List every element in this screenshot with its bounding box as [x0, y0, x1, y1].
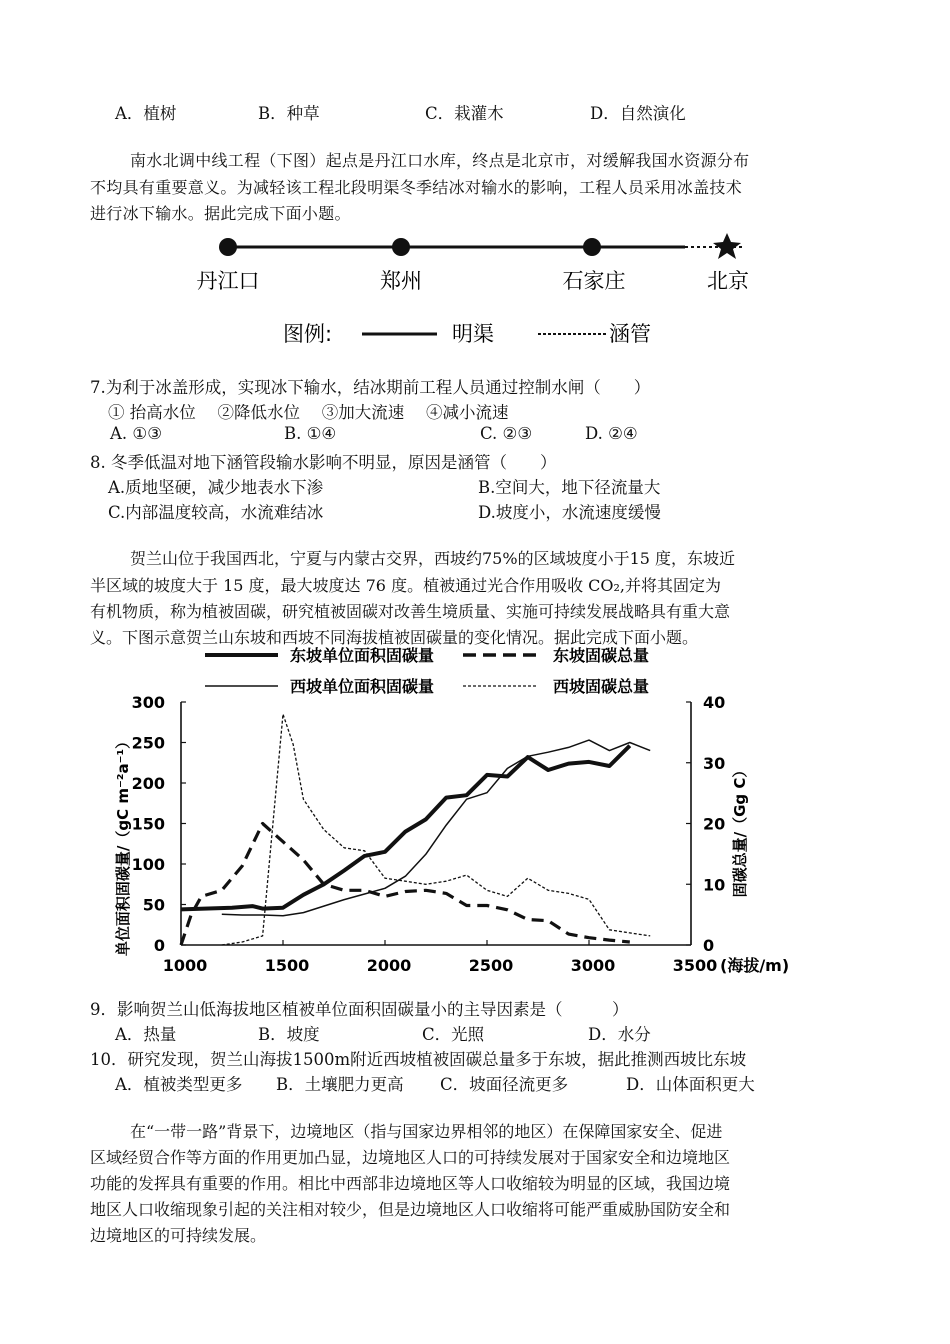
y-left-tick-label: 300: [131, 693, 165, 712]
q10-stem: 10．研究发现，贺兰山海拔1500m附近西坡植被固碳总量多于东坡，据此推测西坡比东坡: [90, 1050, 747, 1069]
legend-culvert: 涵管: [609, 322, 651, 346]
legend-title: 图例:: [283, 322, 333, 346]
x-tick-label: 2500: [468, 956, 514, 975]
q8-stem: 8. 冬季低温对地下涵管段输水影响不明显，原因是涵管（ ）: [90, 453, 557, 472]
station-label: 丹江口: [196, 269, 260, 293]
x-tick-label: 2000: [366, 956, 412, 975]
station-shijiazhuang-marker: [583, 238, 601, 256]
legend-entry: 东坡单位面积固碳量: [290, 646, 435, 665]
passage1-line-1: 南水北调中线工程（下图）起点是丹江口水库，终点是北京市，对缓解我国水资源分布: [130, 151, 750, 170]
q7-items: ① 抬高水位 ②降低水位 ③加大流速 ④减小流速: [108, 403, 509, 422]
passage3-line-5: 边境地区的可持续发展。: [90, 1226, 267, 1245]
q7-option-a: A. ①③: [110, 424, 162, 443]
q6-option-b: B．种草: [258, 104, 320, 123]
q7-option-b: B. ①④: [284, 424, 337, 443]
q8-option-a: A.质地坚硬，减少地表水下渗: [108, 478, 324, 497]
q9-option-a: A．热量: [115, 1025, 177, 1044]
passage3-line-4: 地区人口收缩现象引起的关注相对较少，但是边境地区人口收缩将可能严重威胁国防安全和: [90, 1200, 731, 1219]
q8-option-b: B.空间大，地下径流量大: [478, 478, 661, 497]
series-line-1: [181, 746, 630, 910]
passage3-line-2: 区域经贸合作等方面的作用更加凸显，边境地区人口的可持续发展对于国家安全和边境地区: [90, 1148, 731, 1167]
legend-entry: 东坡固碳总量: [553, 646, 650, 665]
passage2-line-3: 有机物质，称为植被固碳，研究植被固碳对改善生境质量、实施可持续发展战略具有重大意: [90, 602, 731, 621]
y-left-tick-label: 250: [131, 733, 165, 753]
q10-option-b: B．土壤肥力更高: [276, 1075, 404, 1094]
q9-option-c: C．光照: [422, 1025, 485, 1044]
y-left-tick-label: 150: [131, 814, 165, 834]
y-right-tick-label: 0: [703, 936, 715, 955]
passage3-line-1: 在“一带一路”背景下，边境地区（指与国家边界相邻的地区）在保障国家安全、促进: [130, 1122, 723, 1141]
x-tick-label: 3000: [570, 956, 616, 975]
q7-option-d: D. ②④: [585, 424, 638, 443]
legend-entry: 西坡单位面积固碳量: [290, 677, 435, 696]
x-axis-label: (海拔/m): [720, 956, 790, 975]
series-line-3: [222, 740, 650, 916]
q9-option-d: D．水分: [588, 1025, 651, 1044]
q6-option-d: D．自然演化: [590, 104, 686, 123]
y-left-tick-label: 50: [142, 895, 165, 915]
q7-option-c: C. ②③: [480, 424, 533, 443]
y-right-tick-label: 40: [703, 693, 726, 712]
passage2-line-4: 义。下图示意贺兰山东坡和西坡不同海拔植被固碳量的变化情况。据此完成下面小题。: [90, 628, 699, 647]
q7-stem: 7.为利于冰盖形成，实现冰下输水，结冰期前工程人员通过控制水闸（ ）: [90, 378, 651, 397]
passage2-line-1: 贺兰山位于我国西北，宁夏与内蒙古交界，西坡约75%的区域坡度小于15 度，东坡近: [130, 549, 736, 568]
y-right-tick-label: 10: [703, 875, 726, 895]
passage3-line-3: 功能的发挥具有重要的作用。相比中西部非边境地区等人口收缩较为明显的区域，我国边境: [90, 1174, 731, 1193]
station-danjiangkou-marker: [219, 238, 237, 256]
q9-stem: 9．影响贺兰山低海拔地区植被单位面积固碳量小的主导因素是（ ）: [90, 1000, 629, 1019]
x-tick-label: 1500: [264, 956, 310, 975]
q10-option-c: C．坡面径流更多: [440, 1075, 569, 1094]
q8-option-d: D.坡度小，水流速度缓慢: [478, 503, 661, 522]
q6-option-a: A．植树: [115, 104, 177, 123]
y-left-tick-label: 200: [131, 774, 165, 793]
series-line-2: [181, 824, 630, 946]
q6-option-c: C．栽灌木: [425, 104, 504, 123]
legend-open-channel: 明渠: [452, 322, 494, 346]
carbon-chart: [0, 640, 950, 980]
q8-option-c: C.内部温度较高，水流难结冰: [108, 503, 324, 522]
route-diagram: [0, 228, 950, 348]
station-label: 郑州: [380, 269, 422, 293]
passage1-line-2: 不均具有重要意义。为减轻该工程北段明渠冬季结冰对输水的影响，工程人员采用冰盖技术: [90, 178, 743, 197]
legend-entry: 西坡固碳总量: [553, 677, 650, 696]
q10-option-a: A．植被类型更多: [115, 1075, 243, 1094]
station-label: 北京: [707, 269, 749, 293]
q10-option-d: D．山体面积更大: [626, 1075, 755, 1094]
y-right-tick-label: 30: [703, 753, 726, 773]
y-right-tick-label: 20: [703, 814, 726, 834]
q9-option-b: B．坡度: [258, 1025, 320, 1044]
x-tick-label: 3500: [672, 956, 718, 975]
y-left-tick-label: 100: [131, 855, 165, 874]
y-left-tick-label: 0: [153, 936, 165, 955]
station-label: 石家庄: [562, 269, 626, 293]
y-axis-right-label: 固碳总量/（Gg C）: [731, 762, 749, 898]
series-line-4: [222, 714, 650, 945]
y-axis-left-label: 单位面积固碳量/（gC m⁻²a⁻¹）: [114, 733, 132, 957]
chart-legend: [205, 646, 649, 696]
passage1-line-3: 进行冰下输水。据此完成下面小题。: [90, 204, 351, 223]
passage2-line-2: 半区域的坡度大于 15 度，最大坡度达 76 度。植被通过光合作用吸收 CO₂,并将其固定为: [90, 576, 722, 595]
beijing-star-icon: [713, 233, 741, 259]
x-tick-label: 1000: [162, 956, 208, 975]
station-zhengzhou-marker: [392, 238, 410, 256]
